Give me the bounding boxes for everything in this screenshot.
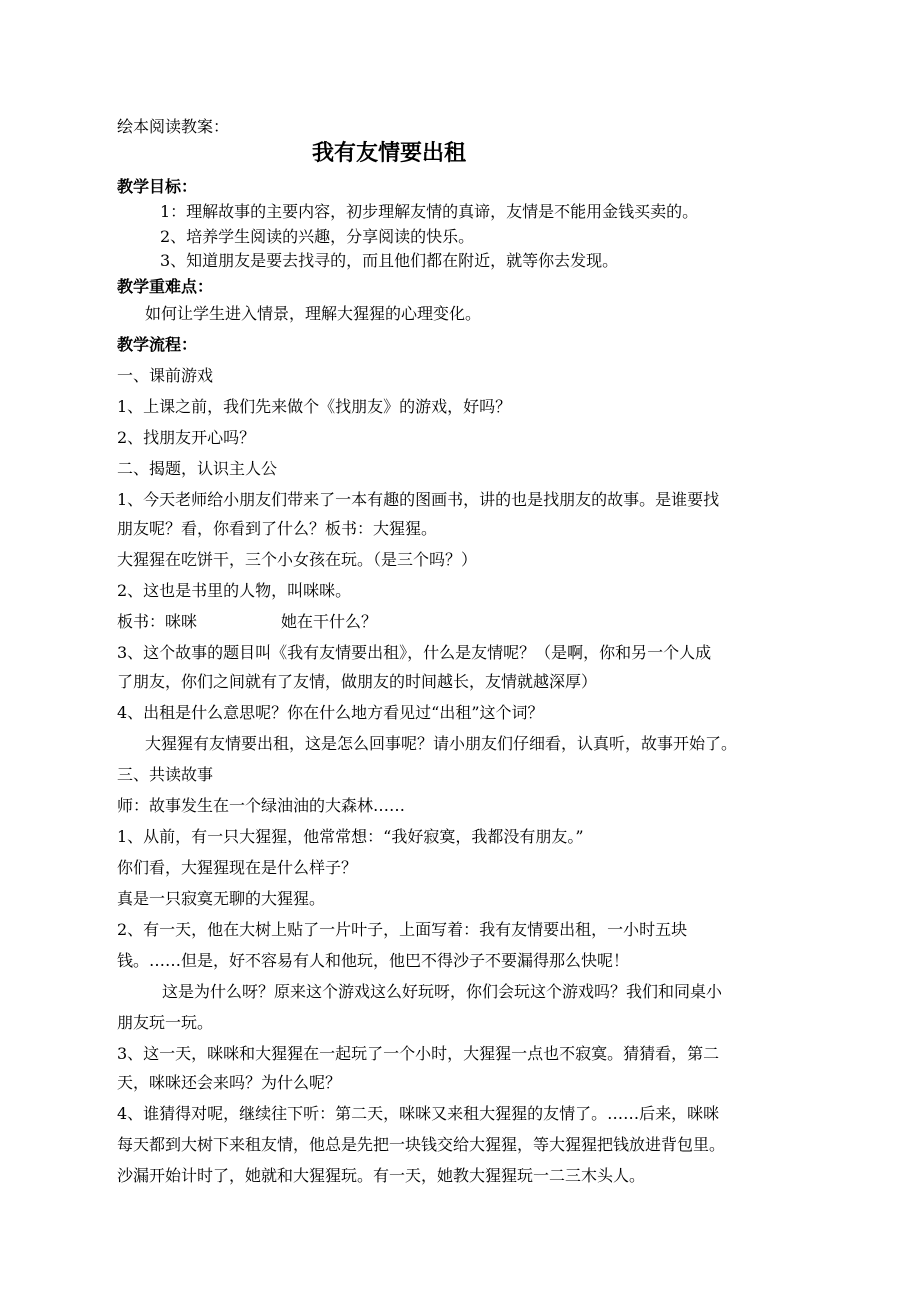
paragraph-line: 了朋友，你们之间就有了友情，做朋友的时间越长，友情就越深厚） — [117, 672, 598, 691]
paragraph-line: 朋友玩一玩。 — [117, 1013, 214, 1032]
section-heading: 二、揭题，认识主人公 — [117, 459, 278, 478]
paragraph-line — [117, 612, 377, 632]
paragraph-line: 天，咪咪还会来吗？为什么呢？ — [117, 1073, 342, 1092]
paragraph-line: 3、这一天，咪咪和大猩猩在一起玩了一个小时，大猩猩一点也不寂寞。猜猜看，第二 — [117, 1044, 720, 1063]
board-note: 板书：咪咪 — [117, 612, 198, 631]
goal-item: 3、知道朋友是要去找寻的，而且他们都在附近，就等你去发现。 — [160, 251, 619, 270]
board-question: 她在干什么？ — [281, 612, 378, 631]
goal-item: 2、培养学生阅读的兴趣，分享阅读的快乐。 — [160, 227, 475, 246]
paragraph-line: 大猩猩在吃饼干，三个小女孩在玩。（是三个吗？） — [117, 550, 478, 569]
process-heading: 教学流程： — [117, 335, 198, 354]
paragraph-line: 大猩猩有友情要出租，这是怎么回事呢？请小朋友们仔细看，认真听，故事开始了。 — [145, 734, 738, 753]
goals-heading: 教学目标： — [117, 177, 198, 196]
paragraph-line: 1、上课之前，我们先来做个《找朋友》的游戏，好吗？ — [117, 397, 512, 416]
paragraph-line: 2、有一天，他在大树上贴了一片叶子，上面写着：我有友情要出租，一小时五块 — [117, 920, 688, 939]
paragraph-line: 钱。……但是，好不容易有人和他玩，他巴不得沙子不要漏得那么快呢！ — [117, 951, 630, 970]
section-heading: 三、共读故事 — [117, 765, 214, 784]
paragraph-line: 每天都到大树下来租友情，他总是先把一块钱交给大猩猩，等大猩猩把钱放进背包里。 — [117, 1135, 726, 1154]
paragraph-line: 3、这个故事的题目叫《我有友情要出租》，什么是友情呢？（是啊，你和另一个人成 — [117, 643, 712, 662]
document-title: 我有友情要出租 — [312, 141, 467, 166]
document-label: 绘本阅读教案： — [117, 117, 230, 136]
goal-item: 1：理解故事的主要内容，初步理解友情的真谛，友情是不能用金钱买卖的。 — [160, 202, 699, 221]
keypoints-heading: 教学重难点： — [117, 277, 214, 296]
paragraph-line: 师：故事发生在一个绿油油的大森林…… — [117, 796, 406, 815]
paragraph-line: 真是一只寂寞无聊的大猩猩。 — [117, 889, 326, 908]
keypoints-text: 如何让学生进入情景，理解大猩猩的心理变化。 — [145, 304, 482, 323]
paragraph-line: 4、谁猜得对呢，继续往下听：第二天，咪咪又来租大猩猩的友情了。……后来，咪咪 — [117, 1104, 720, 1123]
paragraph-line: 4、出租是什么意思呢？你在什么地方看见过“出租”这个词？ — [117, 703, 544, 722]
paragraph-line: 这是为什么呀？原来这个游戏这么好玩呀，你们会玩这个游戏吗？我们和同桌小 — [162, 982, 723, 1001]
paragraph-line: 1、从前，有一只大猩猩，他常常想：“我好寂寞，我都没有朋友。” — [117, 827, 584, 846]
paragraph-line: 朋友呢？看，你看到了什么？板书：大猩猩。 — [117, 519, 438, 538]
paragraph-line: 你们看，大猩猩现在是什么样子？ — [117, 858, 358, 877]
paragraph-line: 1、今天老师给小朋友们带来了一本有趣的图画书，讲的也是找朋友的故事。是谁要找 — [117, 490, 720, 509]
section-heading: 一、课前游戏 — [117, 366, 214, 385]
paragraph-line: 2、找朋友开心吗？ — [117, 428, 256, 447]
paragraph-line: 2、这也是书里的人物，叫咪咪。 — [117, 581, 352, 600]
paragraph-line: 沙漏开始计时了，她就和大猩猩玩。有一天，她教大猩猩玩一二三木头人。 — [117, 1166, 646, 1185]
